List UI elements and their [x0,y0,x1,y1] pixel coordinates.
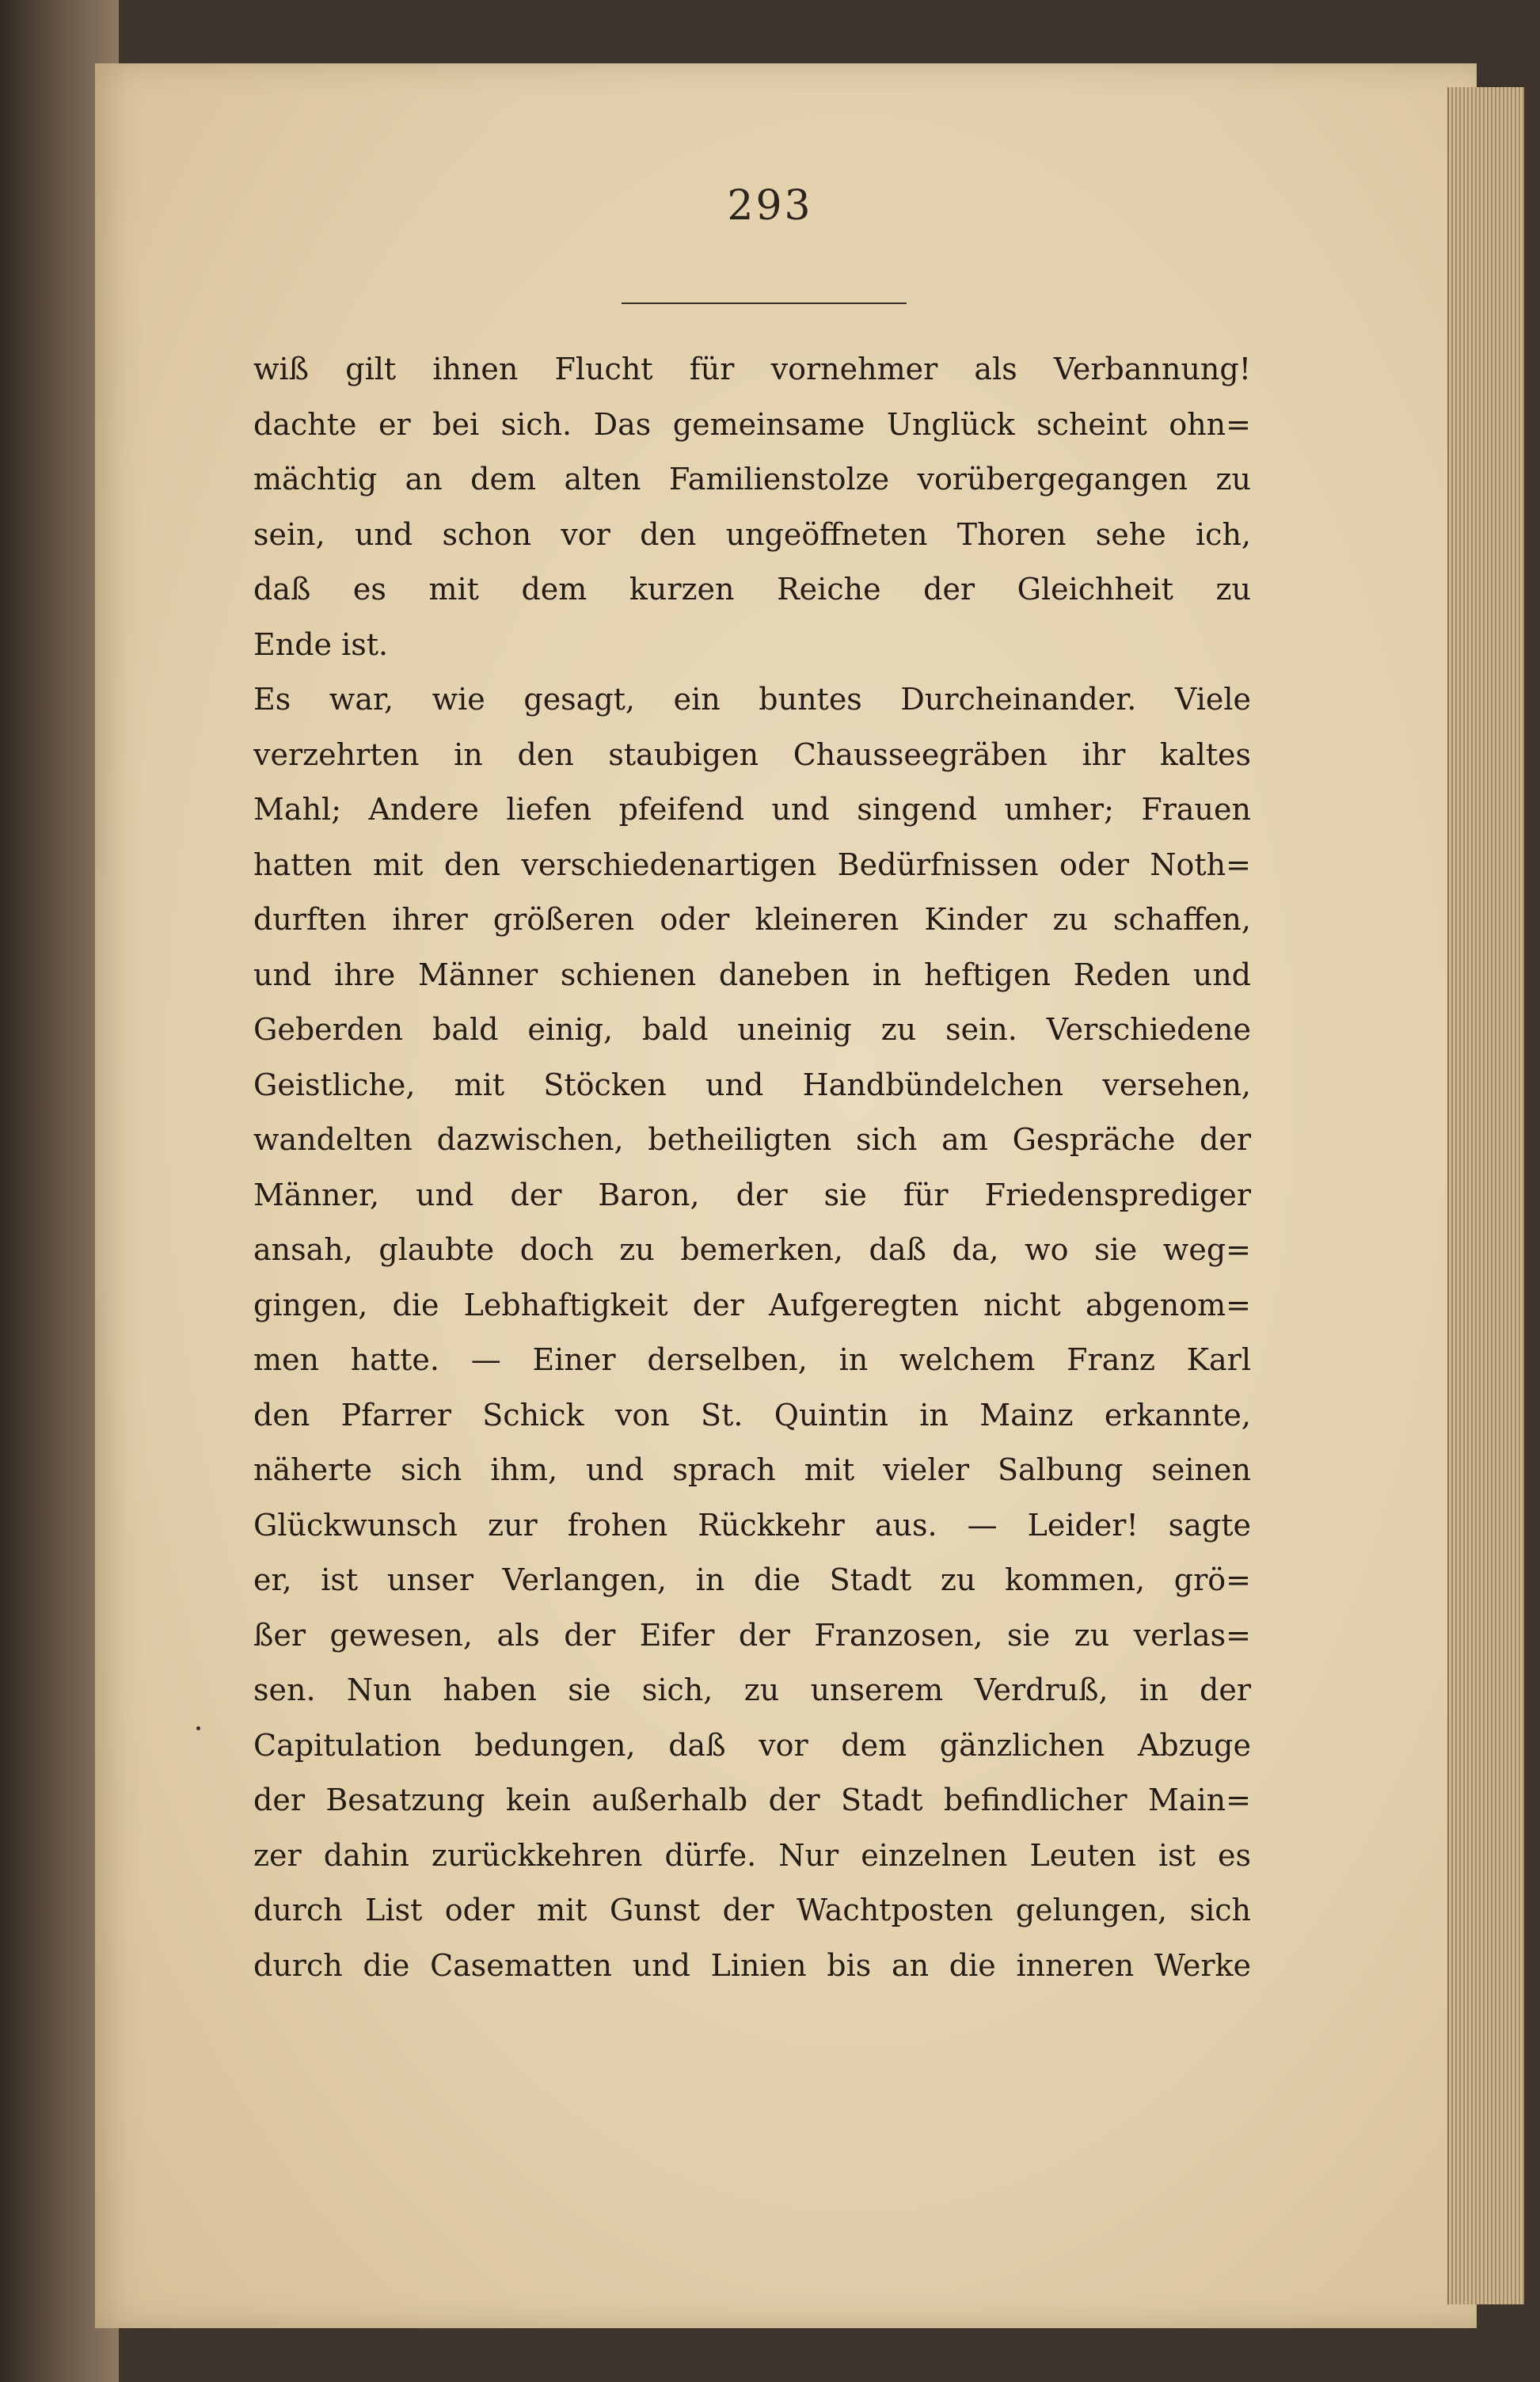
text-line: Glückwunsch zur frohen Rückkehr aus. — Leider! sagte [253,1507,1251,1543]
text-line: Geistliche, mit Stöcken und Handbündelchen versehen, [253,1067,1251,1102]
text-line: Ende ist. [253,626,389,662]
text-line: Capitulation bedungen, daß vor dem gänzlichen Abzuge [253,1727,1251,1763]
text-line: sein, und schon vor den ungeöffneten Thoren sehe ich, [253,516,1251,552]
text-line: hatten mit den verschiedenartigen Bedürfnissen oder Noth= [253,847,1251,882]
text-line: durch List oder mit Gunst der Wachtposten gelungen, sich [253,1893,1251,1927]
text-line: Geberden bald einig, bald uneinig zu sein. Verschiedene [253,1012,1251,1047]
ink-speck [196,1726,200,1730]
text-line: durch die Casematten und Linien bis an die inneren Werke [253,1947,1251,1983]
text-line: zer dahin zurückkehren dürfe. Nur einzelnen Leuten ist es [253,1837,1251,1873]
text-line: Mahl; Andere liefen pfeifend und singend umher; Frauen [253,792,1251,827]
text-line: er, ist unser Verlangen, in die Stadt zu kommen, grö= [253,1562,1251,1597]
text-line: mächtig an dem alten Familienstolze vorübergegangen zu [253,462,1251,497]
text-line: durften ihrer größeren oder kleineren Kinder zu schaffen, [253,902,1251,937]
text-line: sen. Nun haben sie sich, zu unserem Verdruß, in der [253,1672,1251,1707]
text-line: daß es mit dem kurzen Reiche der Gleichheit zu [253,572,1251,607]
text-line: der Besatzung kein außerhalb der Stadt befindlicher Main= [253,1783,1251,1817]
text-line: gingen, die Lebhaftigkeit der Aufgeregten nicht abgenom= [253,1287,1251,1322]
text-line: wandelten dazwischen, betheiligten sich am Gespräche der [253,1122,1251,1157]
text-line: den Pfarrer Schick von St. Quintin in Mainz erkannte, [253,1397,1251,1433]
body-text [253,342,1251,1993]
page-number: 293 [727,182,813,230]
text-line: ßer gewesen, als der Eifer der Franzosen, sie zu verlas= [253,1617,1251,1653]
text-line: und ihre Männer schienen daneben in heftigen Reden und [253,957,1251,992]
page-header [0,182,1540,230]
page-edges [1447,87,1524,2304]
text-line: wiß gilt ihnen Flucht für vornehmer als Verbannung! [253,352,1251,386]
text-line: Es war, wie gesagt, ein buntes Durcheinander. Viele [253,682,1251,717]
header-rule [622,303,907,304]
text-line: men hatte. — Einer derselben, in welchem Franz Karl [253,1342,1251,1377]
text-line: dachte er bei sich. Das gemeinsame Unglück scheint ohn= [253,406,1251,442]
text-line: ansah, glaubte doch zu bemerken, daß da, wo sie weg= [253,1232,1251,1267]
text-line: näherte sich ihm, und sprach mit vieler Salbung seinen [253,1452,1251,1487]
text-line: verzehrten in den staubigen Chausseegräben ihr kaltes [253,736,1251,772]
text-line: Männer, und der Baron, der sie für Friedensprediger [253,1177,1251,1212]
